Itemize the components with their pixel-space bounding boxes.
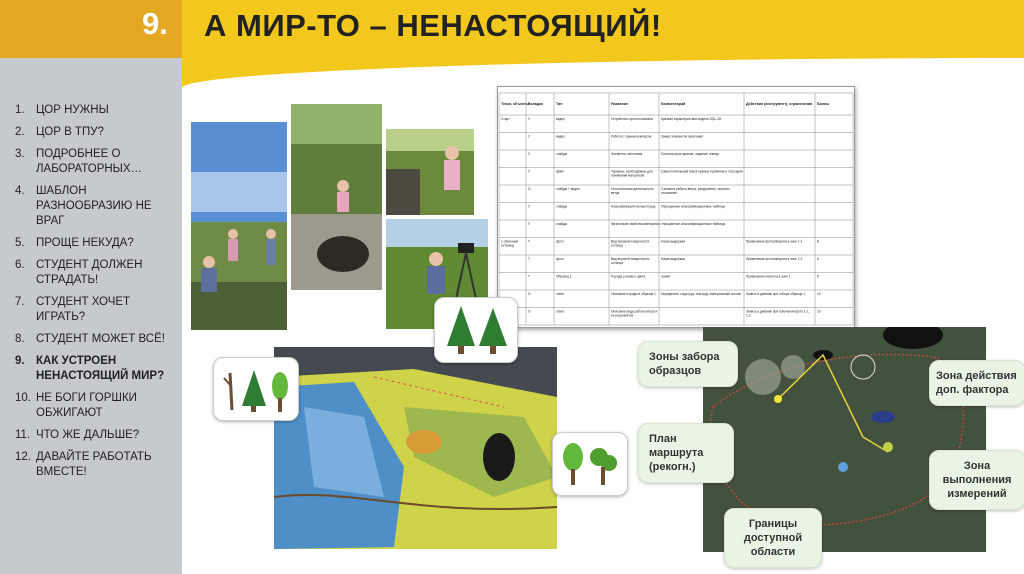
field-photo-3 [386, 129, 474, 215]
table-cell: Описание породы в образце 1 [611, 292, 656, 296]
table-cell: Краткая характеристика модели DQL-2A [661, 117, 722, 121]
agenda-list [15, 103, 175, 487]
table-cell: ветра [611, 190, 620, 195]
table-cell: слайды + видео [556, 187, 580, 191]
table-cell: Понятия простирание, падение, азимут [661, 152, 720, 156]
agenda-item[interactable]: 3. ПОДРОБНЕЕ О ЛАБОРАТОРНЫХ… [15, 148, 143, 175]
table-cell: Наши выдержки [661, 257, 685, 261]
table-cell: 8 [817, 257, 819, 261]
table-header-cell: Вкладка [528, 102, 543, 106]
field-photo-2 [291, 104, 382, 290]
table-cell: слайды [556, 222, 568, 226]
table-cell: останца [611, 260, 623, 265]
agenda-item[interactable]: 2. ЦОР В ТПУ? [15, 126, 104, 138]
callout-extra-factor-zone: Зона действия доп. фактора [929, 360, 1024, 406]
table-cell: У [528, 134, 531, 139]
table-cell: Применение фотоаппарата в зоне 1-1 [746, 239, 803, 244]
table-cell: Устройство горного компаса [611, 117, 653, 121]
table-cell: Замер элементов залегания [661, 134, 704, 139]
table-header-cell: Точка, объекты [501, 102, 529, 106]
table-cell: Порода розового цвета [611, 274, 646, 279]
table-cell: слайды [556, 204, 568, 209]
table-cell: У [528, 169, 531, 174]
table-cell: видео [556, 134, 565, 139]
table-cell: Вид верхней поверхности [611, 257, 650, 261]
field-photo-1 [191, 122, 287, 330]
route-table [498, 87, 854, 327]
table-cell: Запись в дневник при отборе образца 1 [746, 292, 806, 296]
table-cell: файл [556, 169, 565, 174]
tree-callout-top [434, 297, 518, 363]
table-cell: Т [528, 274, 530, 279]
table-cell: Вид боковой поверхности [611, 239, 650, 244]
table-cell: Запись в дневник при получении фото 1-1, [746, 309, 810, 314]
table-cell: Т [528, 239, 530, 244]
slide-title: А МИР-ТО – НЕНАСТОЯЩИЙ! [204, 8, 662, 43]
agenda-item[interactable]: 8. СТУДЕНТ МОЖЕТ ВСЁ! [15, 333, 165, 345]
terrain-3d-model [274, 347, 557, 549]
tree-callout-right [552, 432, 628, 496]
callout-accessible-area: Границы доступной области [724, 508, 822, 568]
slide-number: 9. [142, 6, 168, 41]
table-cell: гранит [661, 274, 671, 279]
table-cell: 8 [817, 274, 819, 279]
table-cell: Определить структуру, текстуру, минеральный состав [661, 292, 741, 296]
table-header-cell: Название [611, 102, 628, 106]
sidebar-top [0, 58, 182, 94]
callout-sampling-zone: Зоны забора образцов [638, 341, 738, 387]
table-cell: видео [556, 117, 565, 121]
callout-measurement-zone: Зона выполнения измерений [929, 450, 1024, 510]
table-cell: О [528, 309, 531, 314]
table-cell: останец) [501, 243, 514, 248]
table-cell: Классификация горных пород [611, 204, 656, 209]
table-cell: Физические свойства минералов [611, 222, 660, 226]
agenda-item-active[interactable]: 9. КАК УСТРОЕН НЕНАСТОЯЩИЙ МИР? [15, 355, 165, 382]
table-cell: У [528, 204, 531, 209]
table-cell: Работа с горным компасом [611, 134, 652, 139]
table-header-cell: Комментарий [661, 102, 686, 106]
table-header-cell: Баллы [817, 102, 830, 106]
table-cell: фото [556, 239, 564, 244]
agenda-item[interactable]: 10. НЕ БОГИ ГОРШКИ ОБЖИГАЮТ [15, 392, 137, 419]
table-header-cell: Действия (инструмент), ограничения [746, 102, 813, 106]
table-cell: О [528, 292, 531, 296]
table-cell: Упрощенные классификационные таблицы [661, 204, 726, 209]
table-cell: 10 [817, 292, 821, 296]
table-cell: ответ [556, 292, 564, 296]
table-cell: 1 (Зеленый [501, 239, 518, 244]
agenda-item[interactable]: 12. ДАВАЙТЕ РАБОТАТЬ ВМЕСТЕ! [15, 451, 152, 478]
agenda-item[interactable]: 11. ЧТО ЖЕ ДАЛЬШЕ? [15, 429, 140, 441]
table-cell: Применение молотка в зоне 1 [746, 274, 791, 279]
table-cell: ответ [556, 309, 564, 314]
callout-route-plan: План маршрута (рекогн.) [638, 423, 734, 483]
table-cell: отложение [661, 190, 677, 195]
table-cell: У [528, 222, 531, 226]
table-cell: 1-2 [746, 313, 751, 318]
table-cell: останца [611, 243, 623, 248]
table-cell: 8 [817, 239, 819, 244]
table-cell: фото [556, 257, 564, 261]
table-header-cell: Тип [556, 102, 563, 106]
table-cell: 10 [817, 309, 821, 314]
table-cell: Геологическая деятельность [611, 187, 654, 191]
table-cell: Термины, необходимые для [611, 169, 653, 174]
table-cell: Наши выдержки [661, 239, 685, 244]
table-cell: Самостоятельный поиск нужных терминов в глоссарии [661, 169, 743, 174]
table-cell: У [528, 117, 531, 121]
table-cell: Элементы залегания [611, 152, 643, 156]
table-cell: У [528, 152, 531, 156]
table-cell: Образец 1 [556, 274, 572, 279]
agenda-item[interactable]: 7. СТУДЕНТ ХОЧЕТ ИГРАТЬ? [15, 296, 131, 323]
table-cell: понимания материала [611, 173, 645, 178]
table-cell: Описание вида работы ветра и [611, 309, 658, 314]
agenda-item[interactable]: 1. ЦОР НУЖНЫ [15, 104, 109, 116]
table-cell: Применение фотоаппарата в зоне 1-2 [746, 257, 803, 261]
table-cell: ее результатов [611, 313, 634, 318]
table-cell: слайды [556, 152, 568, 156]
table-cell: 3 аспекта работы ветра: разрушение, перенос, [661, 187, 731, 191]
tree-callout-left [213, 357, 299, 421]
table-cell: Т [528, 257, 530, 261]
table-cell: Старт [501, 117, 510, 121]
table-cell: Упрощенные классификационные таблицы [661, 222, 726, 226]
agenda-item[interactable]: 4. ШАБЛОН РАЗНООБРАЗИЮ НЕ ВРАГ [15, 185, 152, 227]
table-cell: О [528, 187, 531, 191]
route-table-document [497, 86, 855, 328]
agenda-item[interactable]: 6. СТУДЕНТ ДОЛЖЕН СТРАДАТЬ! [15, 259, 143, 286]
agenda-item[interactable]: 5. ПРОЩЕ НЕКУДА? [15, 237, 134, 249]
